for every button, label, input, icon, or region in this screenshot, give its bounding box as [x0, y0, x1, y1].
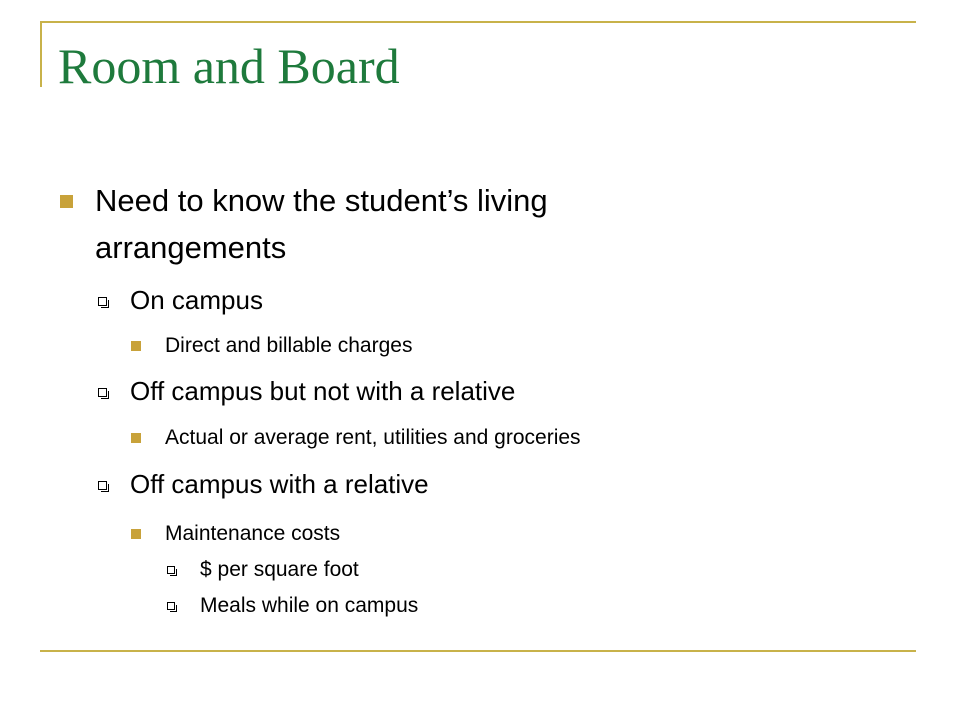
bullet-living-arrangements-line1: Need to know the student’s living: [95, 183, 548, 218]
hollow-square-bullet-icon: [167, 602, 175, 610]
hollow-square-bullet-icon: [98, 481, 107, 490]
bullet-per-square-foot: $ per square foot: [200, 558, 359, 581]
filled-square-bullet-icon: [131, 433, 141, 443]
slide-title: Room and Board: [58, 38, 400, 94]
filled-square-bullet-icon: [131, 341, 141, 351]
bullet-living-arrangements-line2: arrangements: [95, 230, 287, 265]
bullet-on-campus: On campus: [130, 285, 263, 315]
hollow-square-bullet-icon: [167, 566, 175, 574]
bullet-off-campus-with-relative: Off campus with a relative: [130, 469, 429, 499]
bullet-meals-on-campus: Meals while on campus: [200, 594, 419, 617]
filled-square-bullet-icon: [60, 195, 73, 208]
left-rule: [40, 21, 42, 87]
bullet-direct-billable-charges: Direct and billable charges: [165, 334, 413, 357]
top-rule: [40, 21, 916, 23]
hollow-square-bullet-icon: [98, 388, 107, 397]
bottom-rule: [40, 650, 916, 652]
filled-square-bullet-icon: [131, 529, 141, 539]
bullet-maintenance-costs: Maintenance costs: [165, 522, 341, 545]
bullet-off-campus-not-relative: Off campus but not with a relative: [130, 376, 516, 406]
bullet-rent-utilities-groceries: Actual or average rent, utilities and groceries: [165, 426, 581, 449]
hollow-square-bullet-icon: [98, 297, 107, 306]
